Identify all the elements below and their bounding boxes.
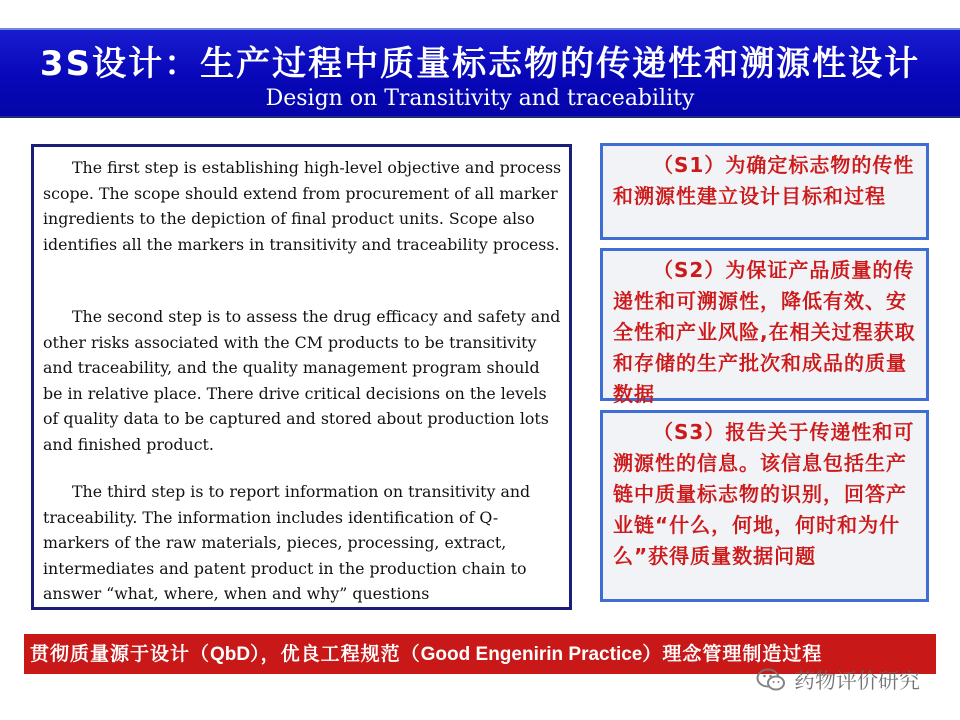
paragraph-step-2: The second step is to assess the drug efficacy and safety and other risks associated with the CM products to be transitivity and traceability, and the quality management program should be in relative place. There drive critical decisions on the levels of quality data to be captured and stored about production lots and finished product. xyxy=(43,307,561,454)
s3-text: （S3）报告关于传递性和可溯源性的信息。该信息包括生产链中质量标志物的识别，回答产业链“什么，何地，何时和为什么”获得质量数据问题 xyxy=(613,420,915,568)
footer-part-1: 贯彻质量源于设计（ xyxy=(30,643,211,665)
s2-text: （S2）为保证产品质量的传递性和可溯源性，降低有效、安全性和产业风险,在相关过程获取和存储的生产批次和成品的质量数据 xyxy=(613,258,916,406)
english-text-box xyxy=(31,144,572,610)
page-title: 3S设计：生产过程中质量标志物的传递性和溯源性设计 xyxy=(39,44,921,84)
title-banner xyxy=(0,28,960,118)
s1-box xyxy=(600,143,929,240)
paragraph-step-3: The third step is to report information on transitivity and traceability. The information includes identification of Q-markers of the raw materials, pieces, processing, extract, intermediates and patent product in the production chain to answer “what, where, when and why” questions xyxy=(43,482,531,603)
s1-text: （S1）为确定标志物的传性和溯源性建立设计目标和过程 xyxy=(613,153,915,208)
footer-part-2: ），优良工程规范（ xyxy=(250,643,421,665)
footer-gep: Good Engenirin Practice xyxy=(420,644,643,665)
s2-box xyxy=(600,248,929,406)
watermark-text: 药物评价研究 xyxy=(794,669,920,693)
wechat-icon xyxy=(756,667,786,693)
s3-box xyxy=(600,410,929,602)
page-subtitle: Design on Transitivity and traceability xyxy=(265,86,695,111)
paragraph-step-1: The first step is establishing high-level objective and process scope. The scope should extend from procurement of all marker ingredients to the depiction of final product units. Scope also identifies all the markers in transitivity and traceability process. xyxy=(43,158,562,254)
watermark xyxy=(756,665,920,695)
footer-part-3: ）理念管理制造过程 xyxy=(642,643,823,665)
footer-qbd: QbD xyxy=(210,644,251,665)
